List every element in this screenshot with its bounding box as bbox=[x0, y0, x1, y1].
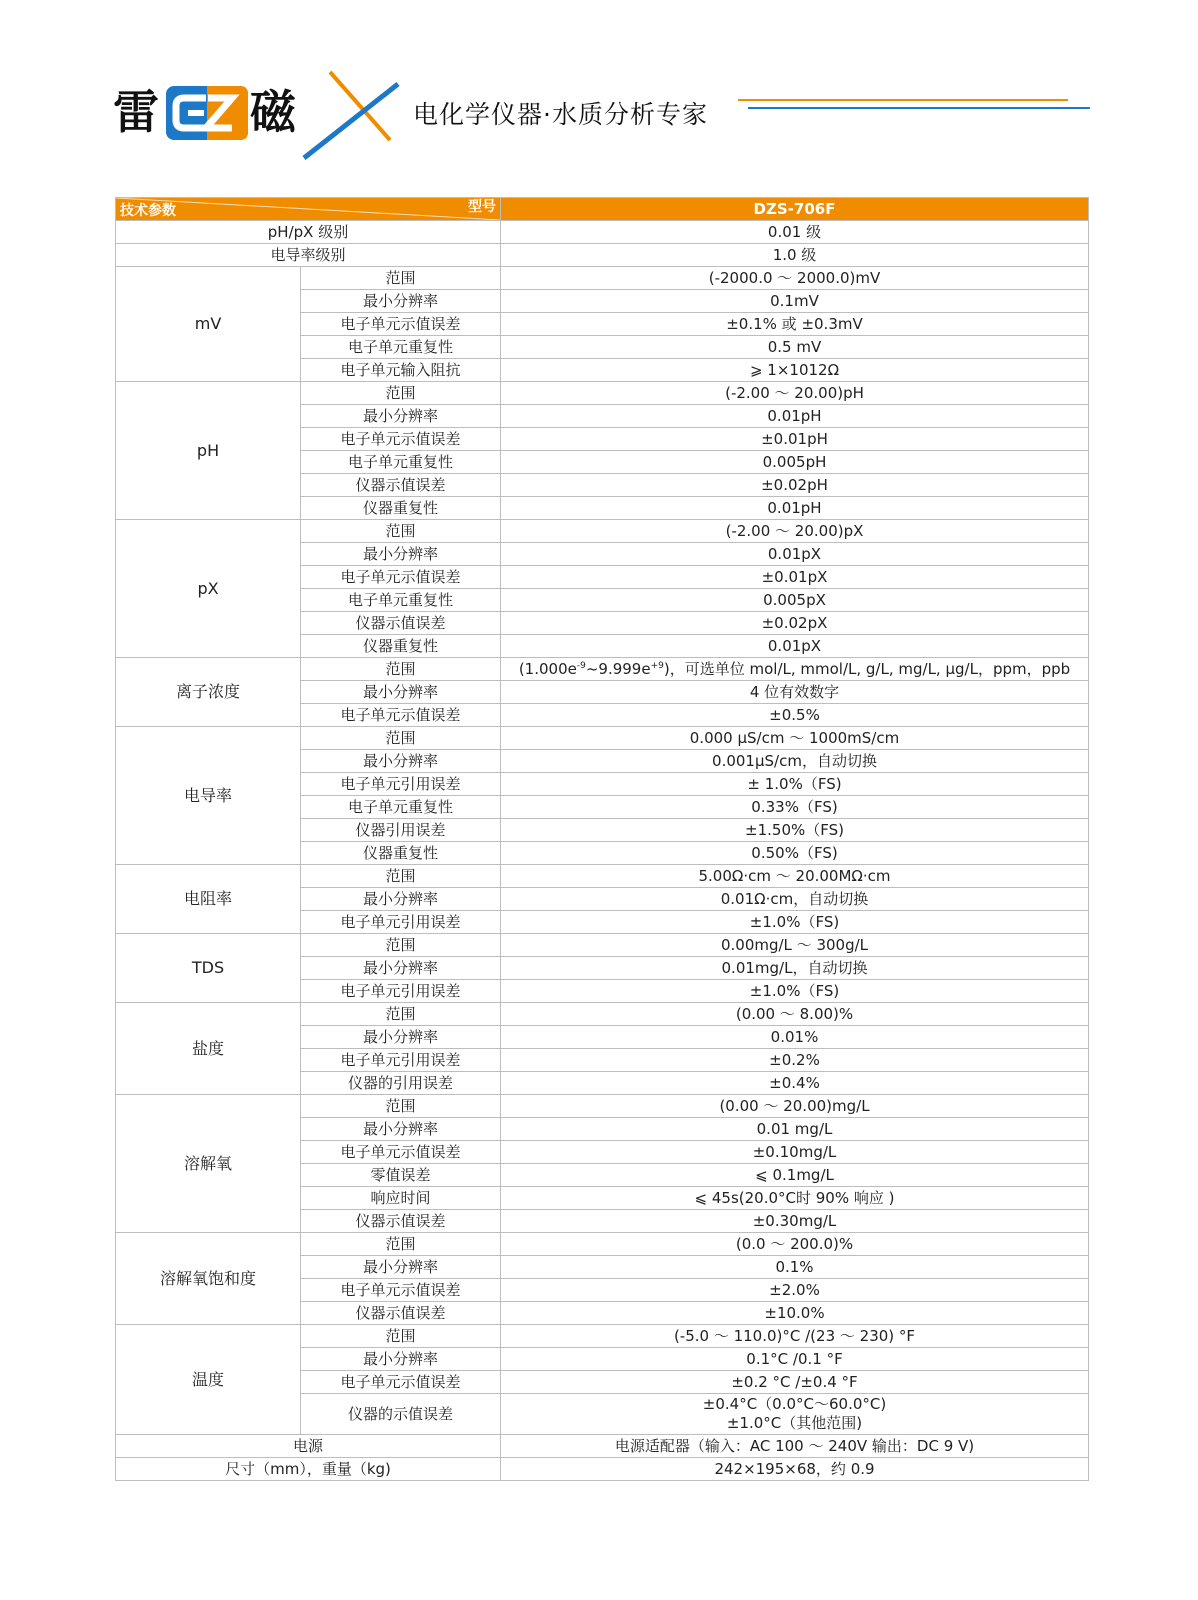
temp-error-line-1: ±0.4°C（0.0°C～60.0°C) bbox=[702, 1395, 887, 1413]
group-label-resistivity: 电阻率 bbox=[116, 865, 301, 934]
ion-range-exp2: +9 bbox=[650, 661, 664, 671]
param-value: 0.01 mg/L bbox=[501, 1118, 1089, 1141]
table-row bbox=[116, 1325, 1089, 1348]
group-label-ph: pH bbox=[116, 382, 301, 520]
logo-char-lei: 雷 bbox=[113, 85, 159, 139]
param-value: 0.33%（FS) bbox=[501, 796, 1089, 819]
param-label: 范围 bbox=[301, 727, 501, 750]
param-label: 仪器示值误差 bbox=[301, 474, 501, 497]
param-label: 仪器的引用误差 bbox=[301, 1072, 501, 1095]
param-label: 电子单元引用误差 bbox=[301, 1049, 501, 1072]
param-label: 最小分辨率 bbox=[301, 1256, 501, 1279]
table-row bbox=[116, 934, 1089, 957]
param-label: 范围 bbox=[301, 1003, 501, 1026]
param-value: ⩽ 0.1mg/L bbox=[501, 1164, 1089, 1187]
param-label: 仪器的示值误差 bbox=[301, 1394, 501, 1435]
corner-right-label: 型号 bbox=[468, 199, 496, 215]
table-row bbox=[116, 221, 1089, 244]
param-label: 电子单元示值误差 bbox=[301, 1371, 501, 1394]
param-value: ±0.30mg/L bbox=[501, 1210, 1089, 1233]
param-label: 最小分辨率 bbox=[301, 290, 501, 313]
row-label: pH/pX 级别 bbox=[116, 221, 501, 244]
param-value bbox=[501, 658, 1089, 681]
row-value: 242×195×68，约 0.9 bbox=[501, 1458, 1089, 1481]
param-label: 最小分辨率 bbox=[301, 543, 501, 566]
group-label-dissolved-oxygen: 溶解氧 bbox=[116, 1095, 301, 1233]
spec-table bbox=[115, 197, 1089, 1481]
param-value: 5.00Ω·cm ～ 20.00MΩ·cm bbox=[501, 865, 1089, 888]
param-value: (0.0 ～ 200.0)% bbox=[501, 1233, 1089, 1256]
param-label: 范围 bbox=[301, 1325, 501, 1348]
param-value: 0.01pX bbox=[501, 635, 1089, 658]
param-label: 范围 bbox=[301, 382, 501, 405]
param-label: 零值误差 bbox=[301, 1164, 501, 1187]
param-label: 电子单元示值误差 bbox=[301, 428, 501, 451]
table-row bbox=[116, 1095, 1089, 1118]
param-label: 范围 bbox=[301, 658, 501, 681]
param-label: 范围 bbox=[301, 1095, 501, 1118]
table-row bbox=[116, 244, 1089, 267]
param-label: 电子单元引用误差 bbox=[301, 980, 501, 1003]
param-label: 最小分辨率 bbox=[301, 405, 501, 428]
param-value: 0.01Ω·cm，自动切换 bbox=[501, 888, 1089, 911]
param-value: 0.01pH bbox=[501, 497, 1089, 520]
param-label: 仪器示值误差 bbox=[301, 1210, 501, 1233]
param-value: 0.005pH bbox=[501, 451, 1089, 474]
row-value: 电源适配器（输入：AC 100 ～ 240V 输出：DC 9 V) bbox=[501, 1435, 1089, 1458]
param-value: 0.1% bbox=[501, 1256, 1089, 1279]
param-value: ±10.0% bbox=[501, 1302, 1089, 1325]
x-decoration-icon bbox=[300, 70, 410, 162]
param-value: 0.000 μS/cm ～ 1000mS/cm bbox=[501, 727, 1089, 750]
table-header-row bbox=[116, 198, 1089, 221]
group-label-px: pX bbox=[116, 520, 301, 658]
row-value: 0.01 级 bbox=[501, 221, 1089, 244]
param-value: ± 1.0%（FS) bbox=[501, 773, 1089, 796]
param-value: 4 位有效数字 bbox=[501, 681, 1089, 704]
group-label-conductivity: 电导率 bbox=[116, 727, 301, 865]
table-row bbox=[116, 1233, 1089, 1256]
ion-range-c: )，可选单位 mol/L, mmol/L, g/L, mg/L, μg/L，ppm，ppb bbox=[663, 660, 1071, 678]
param-label: 电子单元示值误差 bbox=[301, 1141, 501, 1164]
param-label: 电子单元示值误差 bbox=[301, 566, 501, 589]
param-label: 电子单元示值误差 bbox=[301, 1279, 501, 1302]
param-value: 0.005pX bbox=[501, 589, 1089, 612]
param-label: 最小分辨率 bbox=[301, 750, 501, 773]
param-value: 0.01% bbox=[501, 1026, 1089, 1049]
param-label: 电子单元重复性 bbox=[301, 336, 501, 359]
param-value: ±0.01pH bbox=[501, 428, 1089, 451]
param-label: 电子单元重复性 bbox=[301, 796, 501, 819]
group-label-ion: 离子浓度 bbox=[116, 658, 301, 727]
param-value: ±0.02pX bbox=[501, 612, 1089, 635]
param-value: (0.00 ～ 20.00)mg/L bbox=[501, 1095, 1089, 1118]
param-label: 范围 bbox=[301, 267, 501, 290]
param-label: 最小分辨率 bbox=[301, 1026, 501, 1049]
temp-error-line-2: ±1.0°C（其他范围) bbox=[726, 1414, 863, 1432]
param-value: 0.1mV bbox=[501, 290, 1089, 313]
model-name: DZS-706F bbox=[501, 198, 1089, 221]
param-label: 电子单元重复性 bbox=[301, 451, 501, 474]
logo-mark-icon bbox=[166, 86, 248, 140]
param-label: 范围 bbox=[301, 865, 501, 888]
param-label: 电子单元引用误差 bbox=[301, 911, 501, 934]
param-label: 范围 bbox=[301, 520, 501, 543]
param-value: (-2.00 ～ 20.00)pH bbox=[501, 382, 1089, 405]
param-value: 0.01pX bbox=[501, 543, 1089, 566]
param-value: 0.01mg/L，自动切换 bbox=[501, 957, 1089, 980]
param-value: 0.1°C /0.1 °F bbox=[501, 1348, 1089, 1371]
table-row bbox=[116, 1003, 1089, 1026]
corner-left-label: 技术参数 bbox=[120, 203, 176, 219]
group-label-salinity: 盐度 bbox=[116, 1003, 301, 1095]
table-row bbox=[116, 865, 1089, 888]
row-label: 尺寸（mm），重量（kg) bbox=[116, 1458, 501, 1481]
group-label-temperature: 温度 bbox=[116, 1325, 301, 1435]
row-value: 1.0 级 bbox=[501, 244, 1089, 267]
param-label: 范围 bbox=[301, 934, 501, 957]
param-label: 仪器重复性 bbox=[301, 842, 501, 865]
param-value: (-2.00 ～ 20.00)pX bbox=[501, 520, 1089, 543]
param-value: ±0.01pX bbox=[501, 566, 1089, 589]
param-label: 仪器示值误差 bbox=[301, 612, 501, 635]
header-rule-icon bbox=[738, 98, 1090, 112]
table-row bbox=[116, 520, 1089, 543]
param-label: 仪器重复性 bbox=[301, 635, 501, 658]
group-label-mv: mV bbox=[116, 267, 301, 382]
param-label: 仪器引用误差 bbox=[301, 819, 501, 842]
param-value: ±0.1% 或 ±0.3mV bbox=[501, 313, 1089, 336]
param-value: 0.00mg/L ～ 300g/L bbox=[501, 934, 1089, 957]
param-value: 0.01pH bbox=[501, 405, 1089, 428]
ion-range-exp1: -9 bbox=[576, 661, 586, 671]
param-value: (0.00 ～ 8.00)% bbox=[501, 1003, 1089, 1026]
param-label: 最小分辨率 bbox=[301, 1118, 501, 1141]
row-label: 电源 bbox=[116, 1435, 501, 1458]
param-label: 仪器示值误差 bbox=[301, 1302, 501, 1325]
table-row bbox=[116, 727, 1089, 750]
param-value: ±1.0%（FS) bbox=[501, 911, 1089, 934]
group-label-tds: TDS bbox=[116, 934, 301, 1003]
param-value: ±1.50%（FS) bbox=[501, 819, 1089, 842]
param-label: 最小分辨率 bbox=[301, 1348, 501, 1371]
param-label: 仪器重复性 bbox=[301, 497, 501, 520]
table-row bbox=[116, 267, 1089, 290]
table-row bbox=[116, 1435, 1089, 1458]
param-value: (-5.0 ～ 110.0)°C /(23 ～ 230) °F bbox=[501, 1325, 1089, 1348]
param-value: ±0.02pH bbox=[501, 474, 1089, 497]
param-value: ±0.5% bbox=[501, 704, 1089, 727]
param-value: ±0.4% bbox=[501, 1072, 1089, 1095]
param-label: 电子单元输入阻抗 bbox=[301, 359, 501, 382]
param-label: 电子单元引用误差 bbox=[301, 773, 501, 796]
param-label: 电子单元示值误差 bbox=[301, 704, 501, 727]
param-label: 范围 bbox=[301, 1233, 501, 1256]
slogan: 电化学仪器·水质分析专家 bbox=[413, 100, 708, 129]
param-value bbox=[501, 1394, 1089, 1435]
param-label: 最小分辨率 bbox=[301, 957, 501, 980]
param-value: ±1.0%（FS) bbox=[501, 980, 1089, 1003]
ion-range-a: (1.000e bbox=[518, 660, 577, 678]
param-value: ±0.2% bbox=[501, 1049, 1089, 1072]
param-value: ±0.2 °C /±0.4 °F bbox=[501, 1371, 1089, 1394]
page-header bbox=[0, 0, 1198, 180]
param-value: (-2000.0 ～ 2000.0)mV bbox=[501, 267, 1089, 290]
param-label: 响应时间 bbox=[301, 1187, 501, 1210]
param-value: 0.50%（FS) bbox=[501, 842, 1089, 865]
group-label-do-saturation: 溶解氧饱和度 bbox=[116, 1233, 301, 1325]
table-row bbox=[116, 1458, 1089, 1481]
param-value: ⩾ 1×1012Ω bbox=[501, 359, 1089, 382]
param-value: ±0.10mg/L bbox=[501, 1141, 1089, 1164]
logo-char-ci: 磁 bbox=[250, 85, 296, 139]
param-label: 最小分辨率 bbox=[301, 681, 501, 704]
param-label: 电子单元重复性 bbox=[301, 589, 501, 612]
param-value: 0.5 mV bbox=[501, 336, 1089, 359]
param-label: 电子单元示值误差 bbox=[301, 313, 501, 336]
param-value: 0.001μS/cm，自动切换 bbox=[501, 750, 1089, 773]
param-value: ⩽ 45s(20.0°C时 90% 响应 ) bbox=[501, 1187, 1089, 1210]
param-value: ±2.0% bbox=[501, 1279, 1089, 1302]
table-row bbox=[116, 382, 1089, 405]
row-label: 电导率级别 bbox=[116, 244, 501, 267]
ion-range-b: ~9.999e bbox=[585, 660, 651, 678]
header-corner-cell bbox=[116, 198, 501, 221]
table-row bbox=[116, 658, 1089, 681]
param-label: 最小分辨率 bbox=[301, 888, 501, 911]
